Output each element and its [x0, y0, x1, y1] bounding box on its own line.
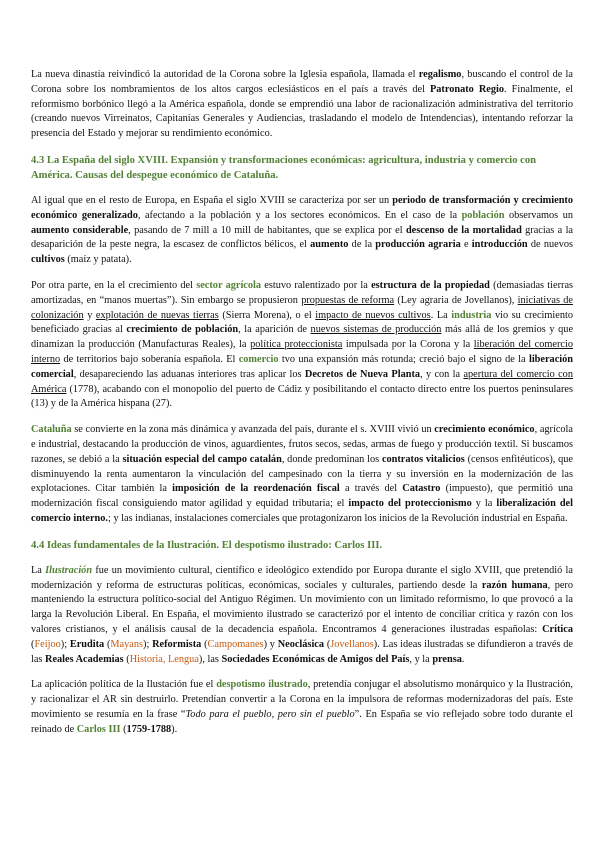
term-erudita: Erudita: [69, 638, 105, 650]
section-heading-4-3: 4.3 La España del siglo XVIII. Expansión y transformaciones económicas: agricultura, industria y comercio con América. Causas del despegue económico de Cataluña.: [31, 154, 537, 181]
term-propuestas-reforma: propuestas de reforma: [301, 294, 395, 306]
text: .: [461, 653, 465, 665]
term-estructura-propiedad: estructura de la propiedad: [371, 279, 490, 291]
text: La: [31, 564, 46, 576]
term-sistemas-produccion: nuevos sistemas de producción: [310, 324, 442, 336]
text: ).: [171, 723, 178, 735]
text: y la: [471, 498, 497, 510]
text: (: [201, 638, 208, 650]
text: (: [120, 723, 127, 735]
text: (1778), acabando con el monopolio del puerto de Cádiz y posibilitando el contacto directo entre los puertos peninsulares (13) y de la América hispana (27).: [31, 383, 573, 410]
text: observamos un: [504, 209, 573, 221]
text: , desapareciendo las aduanas interiores tras aplicar los: [73, 368, 305, 380]
name-campomanes: Campomanes: [207, 638, 264, 650]
term-descenso-mortalidad: descenso de la mortalidad: [405, 224, 522, 236]
term-anos-reinado: 1759-1788: [126, 723, 172, 735]
term-crecimiento-economico: crecimiento económico: [434, 424, 535, 436]
paragraph-crecimiento: [31, 194, 573, 268]
text: Al igual que en el resto de Europa, en España el siglo XVIII se caracteriza por ser un: [31, 194, 393, 206]
text: (: [123, 653, 130, 665]
term-sector-agricola: sector agrícola: [196, 279, 262, 291]
paragraph-regalismo: [31, 68, 573, 142]
text: (: [31, 638, 35, 650]
term-industria: industria: [451, 309, 492, 321]
term-liberacion-comercial: liberación comercial: [31, 353, 573, 380]
term-patronato-regio: Patronato Regio: [429, 83, 505, 95]
term-neoclasica: Neoclásica: [277, 638, 325, 650]
term-reales-academias: Reales Academias: [45, 653, 124, 665]
text: ; y las indianas, instalaciones comerciales que protagonizaron los inicios de la Revolución industrial en España.: [108, 512, 568, 524]
term-situacion-campo: situación especial del campo catalán: [122, 453, 282, 465]
term-regalismo: regalismo: [418, 69, 462, 80]
text: estuvo ralentizado por la: [261, 279, 372, 291]
text: de territorios bajo soberanía española. El: [60, 353, 239, 365]
text: , agrícola e industrial, destacando la producción de vinos, aguardientes, frutos secos, sedas, armas de fuego y producción textil. Si buscamos razones, se debió a la: [31, 424, 573, 465]
text: ”. En España se vio reflejado sobre todo durante el reinado de: [31, 708, 573, 735]
text: , y con la: [420, 368, 464, 380]
paragraph-ilustracion: [31, 564, 573, 668]
term-critica: Crítica: [542, 623, 573, 635]
text: (Ley agraria de Jovellanos),: [394, 294, 518, 306]
text: de la: [348, 239, 376, 251]
section-heading-4-4: 4.4 Ideas fundamentales de la Ilustración. El despotismo ilustrado: Carlos III.: [31, 539, 383, 551]
name-feijoo: Feijoo: [34, 638, 61, 650]
text: (Sierra Morena), o el: [218, 309, 316, 321]
term-decretos-nueva-planta: Decretos de Nueva Planta: [304, 368, 421, 380]
term-aumento: aumento considerable: [31, 224, 129, 236]
term-politica-proteccionista: política proteccionista: [250, 339, 343, 351]
text: (censos enfitéuticos), que disminuyendo la renta aumentaron la vinculación del campesinado con la tierra y su inversión en la modernización de las explotaciones. Citar también la: [31, 453, 573, 495]
term-impacto-cultivos: impacto de nuevos cultivos: [315, 309, 431, 321]
quote-frase: Todo para el pueblo, pero sin el pueblo: [185, 708, 355, 720]
text: fue un movimiento cultural, científico e ideológico extendido por Europa durante el siglo XVIII, que pretendió la modernización y reforma de estructuras políticas, económicas, sociales y culturales, partiendo desde la: [31, 564, 573, 591]
text: (demasiadas tierras amortizadas, en “manos muertas”). Sin embargo se propusieron: [31, 279, 574, 306]
text: , pasando de 7 mill a 10 mill de habitantes, que se explica por el: [128, 224, 406, 236]
name-historia-lengua: Historia, Lengua: [129, 653, 199, 665]
text: ), las: [198, 653, 222, 665]
paragraph-despotismo: [31, 678, 573, 737]
text: Por otra parte, en la el crecimiento del: [31, 279, 197, 291]
term-despotismo-ilustrado: despotismo ilustrado: [216, 679, 308, 691]
term-liberalizacion-comercio: liberalización del comercio interno.: [31, 498, 573, 524]
term-produccion-agraria: producción agraria: [375, 239, 461, 251]
text: de nuevos: [527, 239, 574, 251]
text: );: [60, 638, 70, 650]
text: . Finalmente, el reformismo borbónico llegó a la América española, donde se emprendió una labor de racionalización administrativa del territorio (creando nuevos Virreinatos, Capitanías Generales y Audiencias, trasladando el modelo de Intendencias), intentando reforzar la presencia del Estado y mejorar su rendimiento económico.: [31, 83, 573, 140]
term-imposicion-fiscal: imposición de la reordenación fiscal: [172, 483, 340, 495]
term-reformista: Reformista: [152, 638, 202, 650]
term-iniciativas-colonizacion: iniciativas de colonización: [31, 294, 573, 321]
text: , pero manteniendo la estructura político-social del Antiguo Régimen. Un movimiento con un limitado reformismo, lo que provocó a la larga la Revolución Liberal. En España, el movimiento ilustrado se caracterizó por el intento de conciliar crítica y razón con los valores cristianos, y el análisis causal de la decadencia española. Encontramos 4 generaciones ilustradas españolas:: [31, 579, 573, 635]
paragraph-cataluna: [31, 423, 573, 527]
text: impulsada por la Corona y la: [342, 339, 474, 351]
term-periodo: periodo de transformación y crecimiento económico generalizado: [31, 194, 573, 221]
text: vio su crecimiento beneficiado gracias al: [31, 309, 574, 336]
text: , la aparición de: [238, 324, 311, 336]
text: y: [83, 309, 96, 321]
text: La aplicación política de la Ilustación fue el: [31, 679, 217, 691]
text: tvo una expansión más rotunda; creció bajo el signo de la: [278, 353, 529, 365]
text: (: [104, 638, 111, 650]
text: e: [460, 239, 472, 251]
term-liberacion-comercio-interno: liberación del comercio interno: [31, 339, 573, 365]
term-ilustracion: Ilustración: [45, 564, 93, 576]
term-carlos-iii: Carlos III: [76, 723, 121, 735]
text: );: [143, 638, 153, 650]
term-catastro: Catastro: [402, 483, 441, 495]
term-explotacion-tierras: explotación de nuevas tierras: [95, 309, 219, 321]
text: se convierte en la zona más dinámica y avanzada del país, durante el s. XVIII vivió un: [71, 424, 435, 436]
text: ). Las ideas ilustradas se difundieron a través de las: [31, 638, 573, 665]
text: , y la: [409, 653, 433, 665]
text: . La: [430, 309, 452, 321]
paragraph-sectores: [31, 279, 573, 412]
text: gracias a la desaparición de la peste negra, la escasez de conflictos bélicos, el: [31, 224, 574, 251]
term-contratos-vitalicios: contratos vitalicios: [381, 453, 465, 465]
term-sociedades-economicas: Sociedades Económicas de Amigos del País: [221, 653, 410, 665]
name-mayans: Mayans: [110, 638, 144, 650]
text: (impuesto), que permitió una modernización fiscal consiguiendo mator agilidad y equidad tributaria; el: [31, 483, 573, 510]
term-comercio: comercio: [238, 353, 279, 365]
text: , afectando a la población y a los sectores económicos. En el caso de la: [137, 209, 462, 221]
text: La nueva dinastía reivindicó la autoridad de la Corona sobre la Iglesia española, llamada el: [31, 69, 419, 80]
term-apertura-comercio: apertura del comercio con América: [31, 368, 573, 395]
text: , buscando el control de la Corona sobre los nombramientos de los altos cargos eclesiásticos en el país a través del: [31, 69, 573, 95]
term-cataluna: Cataluña: [31, 424, 72, 436]
text: (maíz y patata).: [64, 254, 132, 266]
term-prensa: prensa: [432, 653, 462, 665]
text: , pretendía conjugar el absolutismo monárquico y la Ilustración, y racionalizar el AR sin destruirlo. Pretendían convertir a la Corona en la impulsora de reformas modernizadoras del país. Este movimiento se resumía en la frase “: [31, 679, 573, 720]
name-jovellanos: Jovellanos: [330, 638, 374, 650]
document-page: [31, 68, 573, 748]
term-impacto-proteccionismo: impacto del proteccionismo: [348, 498, 472, 510]
text: más allá de los gremios y que dinamizan la producción (Manufacturas Reales), la: [31, 324, 574, 351]
text: , donde predominan los: [281, 453, 382, 465]
text: ) y: [263, 638, 278, 650]
term-cultivos: cultivos: [31, 254, 65, 266]
term-aumento-2: aumento: [310, 239, 349, 251]
text: (: [324, 638, 331, 650]
term-poblacion: población: [461, 209, 505, 221]
term-introduccion: introducción: [471, 239, 528, 251]
text: a través del: [339, 483, 403, 495]
term-crecimiento-poblacion: crecimiento de población: [126, 324, 239, 336]
term-razon-humana: razón humana: [481, 579, 548, 591]
